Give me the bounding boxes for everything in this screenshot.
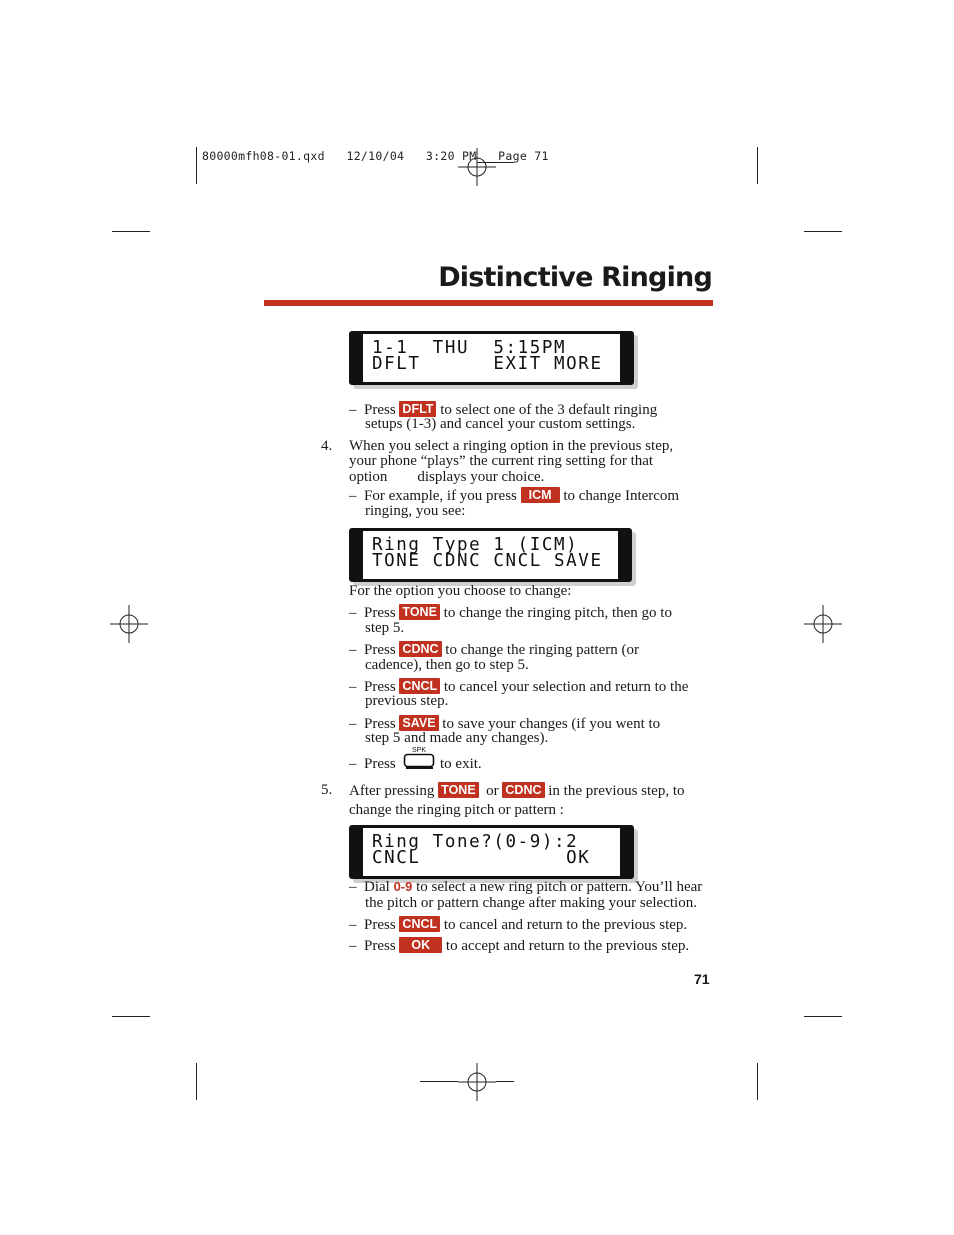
item-text: to change the ringing pitch, then go to <box>443 605 672 621</box>
step-number: 5. <box>321 782 333 798</box>
crop-mark <box>757 147 758 184</box>
registration-mark-icon <box>458 1063 496 1101</box>
press-label: Press <box>364 917 396 933</box>
registration-mark-icon <box>804 605 842 643</box>
tone-button[interactable]: TONE <box>438 782 479 798</box>
lcd-line: Ring Type 1 (ICM) <box>372 535 579 555</box>
press-label: Press <box>364 756 396 772</box>
item-text: to change the ringing pattern (or <box>445 642 639 658</box>
print-slug: 80000mfh08-01.qxd 12/10/04 3:20 PM Page 71 <box>202 149 549 163</box>
step-text: When you select a ringing option in the previous step, <box>349 438 674 454</box>
step-text-part: or <box>486 783 499 799</box>
paragraph: For the option you choose to change: <box>349 583 572 599</box>
list-item <box>349 879 702 895</box>
crop-mark <box>757 1063 758 1100</box>
press-label: Press <box>364 642 396 658</box>
save-button[interactable]: SAVE <box>399 715 438 731</box>
item-text: Dial <box>364 879 390 895</box>
crop-mark <box>196 147 197 184</box>
item-text: to select a new ring pitch or pattern. You’ll hear <box>416 879 703 895</box>
item-text: the pitch or pattern change after making your selection. <box>365 895 697 911</box>
bullet-dash: – <box>349 402 364 418</box>
crop-mark <box>804 231 842 232</box>
item-text: to save your changes (if you went to <box>442 716 661 732</box>
cncl-button[interactable]: CNCL <box>399 916 440 932</box>
list-item <box>349 604 672 621</box>
lcd-bezel <box>618 531 629 579</box>
list-item <box>349 937 689 954</box>
cncl-button[interactable]: CNCL <box>399 678 440 694</box>
bullet-dash: – <box>349 756 364 772</box>
cdnc-button[interactable]: CDNC <box>399 641 441 657</box>
lcd-line: Ring Tone?(0-9):2 <box>372 832 579 852</box>
bullet-dash: – <box>349 917 364 933</box>
dflt-button[interactable]: DFLT <box>399 401 436 417</box>
lcd-bezel <box>620 828 631 876</box>
item-text: to accept and return to the previous step. <box>445 938 690 954</box>
step-number: 4. <box>321 438 333 454</box>
list-item <box>349 916 687 933</box>
bullet-dash: – <box>349 679 364 695</box>
lcd-bezel <box>352 531 363 579</box>
icm-button[interactable]: ICM <box>521 487 560 503</box>
crop-mark <box>196 1063 197 1100</box>
list-item <box>349 756 396 772</box>
item-text: to exit. <box>440 756 482 772</box>
crop-mark <box>420 1081 458 1082</box>
crop-mark <box>496 1081 514 1082</box>
step-text: change the ringing pitch or pattern : <box>349 802 564 818</box>
step-text: your phone “plays” the current ring setting for that <box>349 453 654 469</box>
cdnc-button[interactable]: CDNC <box>502 782 544 798</box>
press-label: Press <box>364 605 396 621</box>
title-rule <box>264 300 713 306</box>
item-text: to change Intercom <box>563 488 680 504</box>
tone-button[interactable]: TONE <box>399 604 440 620</box>
item-text: step 5 and made any changes). <box>365 730 549 746</box>
step-text: option displays your choice. <box>349 469 545 485</box>
lcd-line: DFLT EXIT MORE <box>372 354 603 374</box>
registration-mark-icon <box>110 605 148 643</box>
lcd-bezel <box>352 828 363 876</box>
lcd-bezel <box>352 334 363 382</box>
page-number: 71 <box>694 971 710 987</box>
item-text: previous step. <box>365 693 449 709</box>
bullet-dash: – <box>349 642 364 658</box>
list-item <box>349 487 679 504</box>
digit-keys-label: 0-9 <box>393 879 413 894</box>
crop-mark <box>112 231 150 232</box>
crop-mark <box>112 1016 150 1017</box>
page-title: Distinctive Ringing <box>438 262 712 293</box>
bullet-dash: – <box>349 716 364 732</box>
step-text-part: After pressing <box>349 783 435 799</box>
bullet-dash: – <box>349 605 364 621</box>
step-text-part: in the previous step, to <box>548 783 685 799</box>
press-label: Press <box>364 402 396 418</box>
lcd-bezel <box>620 334 631 382</box>
bullet-dash: – <box>349 488 364 504</box>
item-text: ringing, you see: <box>365 503 466 519</box>
press-label: Press <box>364 679 396 695</box>
list-item <box>349 641 639 658</box>
lcd-display-ring-tone <box>349 825 634 879</box>
lcd-line: TONE CDNC CNCL SAVE <box>372 551 603 571</box>
press-label: Press <box>364 938 396 954</box>
item-text: to cancel your selection and return to the <box>443 679 689 695</box>
crop-mark <box>804 1016 842 1017</box>
item-text: to cancel and return to the previous step. <box>443 917 688 933</box>
ok-button[interactable]: OK <box>399 937 442 953</box>
item-text: to select one of the 3 default ringing <box>440 402 658 418</box>
bullet-dash: – <box>349 879 364 895</box>
item-text: For example, if you press <box>364 488 517 504</box>
lcd-line: 1-1 THU 5:15PM <box>372 338 567 358</box>
speaker-key-label: SPK <box>411 747 427 754</box>
bullet-dash: – <box>349 938 364 954</box>
step-text <box>349 782 685 799</box>
item-text: setups (1-3) and cancel your custom settings. <box>365 416 636 432</box>
lcd-display-main <box>349 331 634 385</box>
speaker-key-icon[interactable] <box>403 745 435 771</box>
item-text: step 5. <box>365 620 405 636</box>
lcd-display-ring-type <box>349 528 632 582</box>
press-label: Press <box>364 716 396 732</box>
item-text: cadence), then go to step 5. <box>365 657 529 673</box>
lcd-line: CNCL OK <box>372 848 591 868</box>
